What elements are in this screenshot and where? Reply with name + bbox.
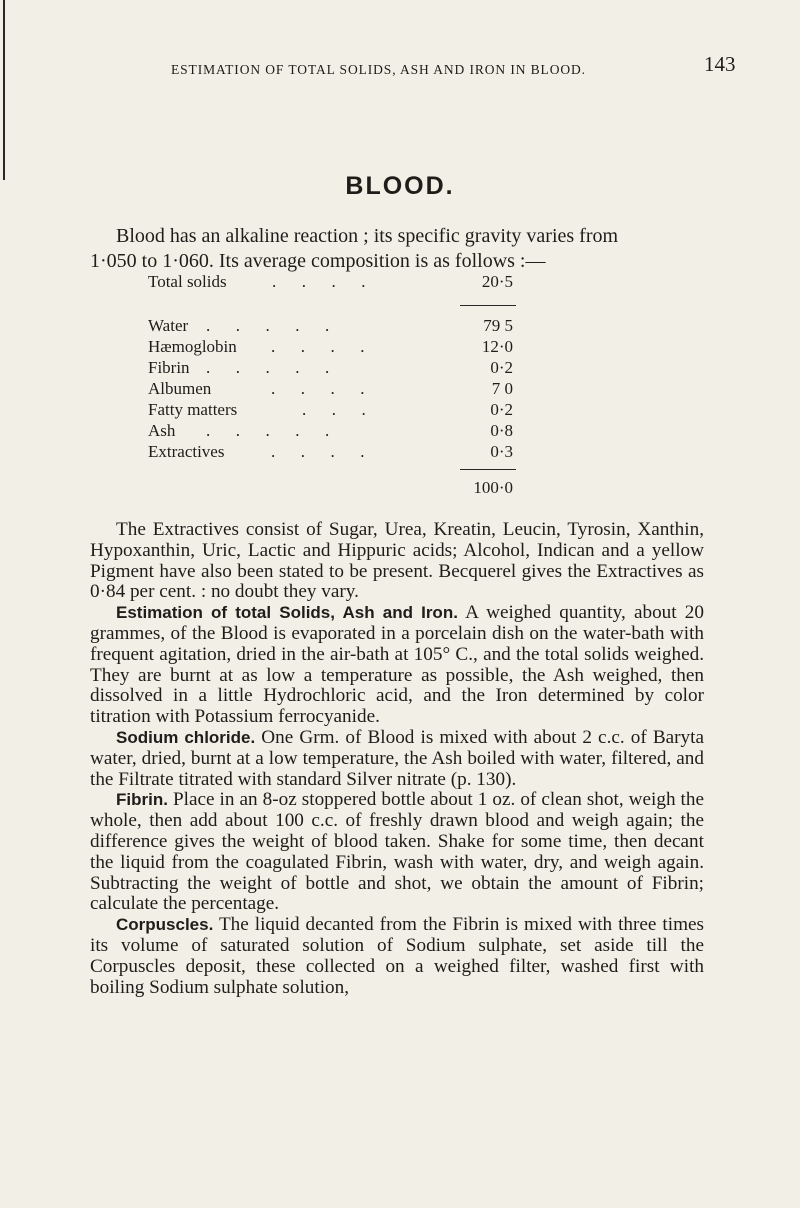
composition-row (148, 379, 608, 399)
paragraph-heading: Corpuscles. (116, 915, 214, 935)
section-heading: BLOOD. (345, 172, 455, 200)
row-value: 0·2 (490, 400, 513, 419)
leader-dots: . . . (302, 400, 366, 419)
row-label: Albumen (148, 379, 212, 398)
paragraph-extractives (90, 520, 704, 603)
row-value: 79 5 (483, 316, 513, 335)
paragraph-sodium-chloride (90, 728, 704, 790)
sum-rule (460, 469, 516, 470)
composition-row (148, 421, 608, 441)
composition-row (148, 337, 608, 357)
composition-row (148, 358, 608, 378)
leader-dots: . . . . (271, 379, 365, 398)
row-value: 0·3 (490, 442, 513, 461)
total-rule (460, 305, 516, 306)
row-value: 20·5 (481, 272, 513, 291)
leader-dots: . . . . (272, 272, 366, 291)
paragraph-heading: Estimation of total Solids, Ash and Iron. (116, 603, 458, 623)
paragraph-text: Place in an 8-oz stoppered bottle about 1 oz. of clean shot, weigh the whole, then add about 100 c.c. of freshly drawn blood and weigh again; the difference gives the weight of blood taken. Shake for some time, then decant the liquid from the coagulated Fibrin, wash with water, dry, and weigh again. Subtracting the weight of bottle and shot, we obtain the amount of Fibrin; calculate the percentage. (90, 789, 704, 915)
intro-line: 1·050 to 1·060. Its average composition is as follows :— (90, 250, 546, 272)
running-title: ESTIMATION OF TOTAL SOLIDS, ASH AND IRON IN BLOOD. (171, 62, 586, 77)
body-text (90, 520, 704, 998)
row-value: 0·8 (490, 421, 513, 440)
leader-dots: . . . . (271, 442, 365, 461)
running-head (0, 52, 800, 84)
row-label: Extractives (148, 442, 225, 461)
leader-dots: . . . . . (206, 316, 330, 335)
paragraph-total-solids (90, 603, 704, 728)
row-value: 7 0 (491, 379, 513, 398)
intro-line: Blood has an alkaline reaction ; its specific gravity varies from (116, 225, 619, 247)
composition-total-row (148, 272, 608, 292)
paragraph-heading: Fibrin. (116, 790, 168, 810)
composition-row (148, 442, 608, 462)
composition-sum-row (148, 478, 608, 498)
paragraph-text: The Extractives consist of Sugar, Urea, Kreatin, Leucin, Tyrosin, Xanthin, Hypoxanthin, Uric, Lactic and Hippuric acids; Alcohol, Indican and a yellow Pigment have also been stated to be present. Becquerel gives the Extractives as 0·84 per cent. : no doubt they vary. (90, 519, 704, 603)
row-label: Fatty matters (148, 400, 238, 419)
row-label: Water (148, 316, 189, 335)
page-number: 143 (704, 52, 736, 76)
paragraph-text: A weighed quantity, about 20 grammes, of the Blood is evaporated in a porcelain dish on the water-bath with frequent agitation, dried in the air-bath at 105° C., and the total solids weighed. They are burnt at as low a temperature as possible, the Ash weighed, then dissolved in a little Hydrochloric acid, and the Iron determined by color titration with Potassium ferrocyanide. (90, 602, 704, 728)
row-label: Fibrin (148, 358, 190, 377)
leader-dots: . . . . (271, 337, 365, 356)
row-label: Total solids (148, 272, 227, 291)
row-label: Ash (148, 421, 176, 440)
sum-value: 100·0 (473, 478, 513, 497)
leader-dots: . . . . . (206, 421, 330, 440)
composition-row (148, 316, 608, 336)
composition-row (148, 400, 608, 420)
row-label: Hæmoglobin (148, 337, 237, 356)
paragraph-heading: Sodium chloride. (116, 727, 256, 747)
paragraph-corpuscles (90, 915, 704, 998)
paragraph-fibrin (90, 790, 704, 915)
leader-dots: . . . . . (206, 358, 330, 377)
row-value: 12·0 (481, 337, 513, 356)
intro-paragraph (90, 224, 702, 274)
row-value: 0·2 (490, 358, 513, 377)
paragraph-text: One Grm. of Blood is mixed with about 2 c.c. of Baryta water, dried, burnt at a low temperature, the Ash boiled with water, filtered, and the Filtrate titrated with standard Silver nitrate (p. 130). (90, 726, 704, 790)
paragraph-text: The liquid decanted from the Fibrin is mixed with three times its volume of saturated solution of Sodium sulphate, set aside till the Corpuscles deposit, these collected on a weighed filter, washed first with boiling Sodium sulphate solution, (90, 914, 704, 998)
page-edge-rule (3, 0, 5, 180)
